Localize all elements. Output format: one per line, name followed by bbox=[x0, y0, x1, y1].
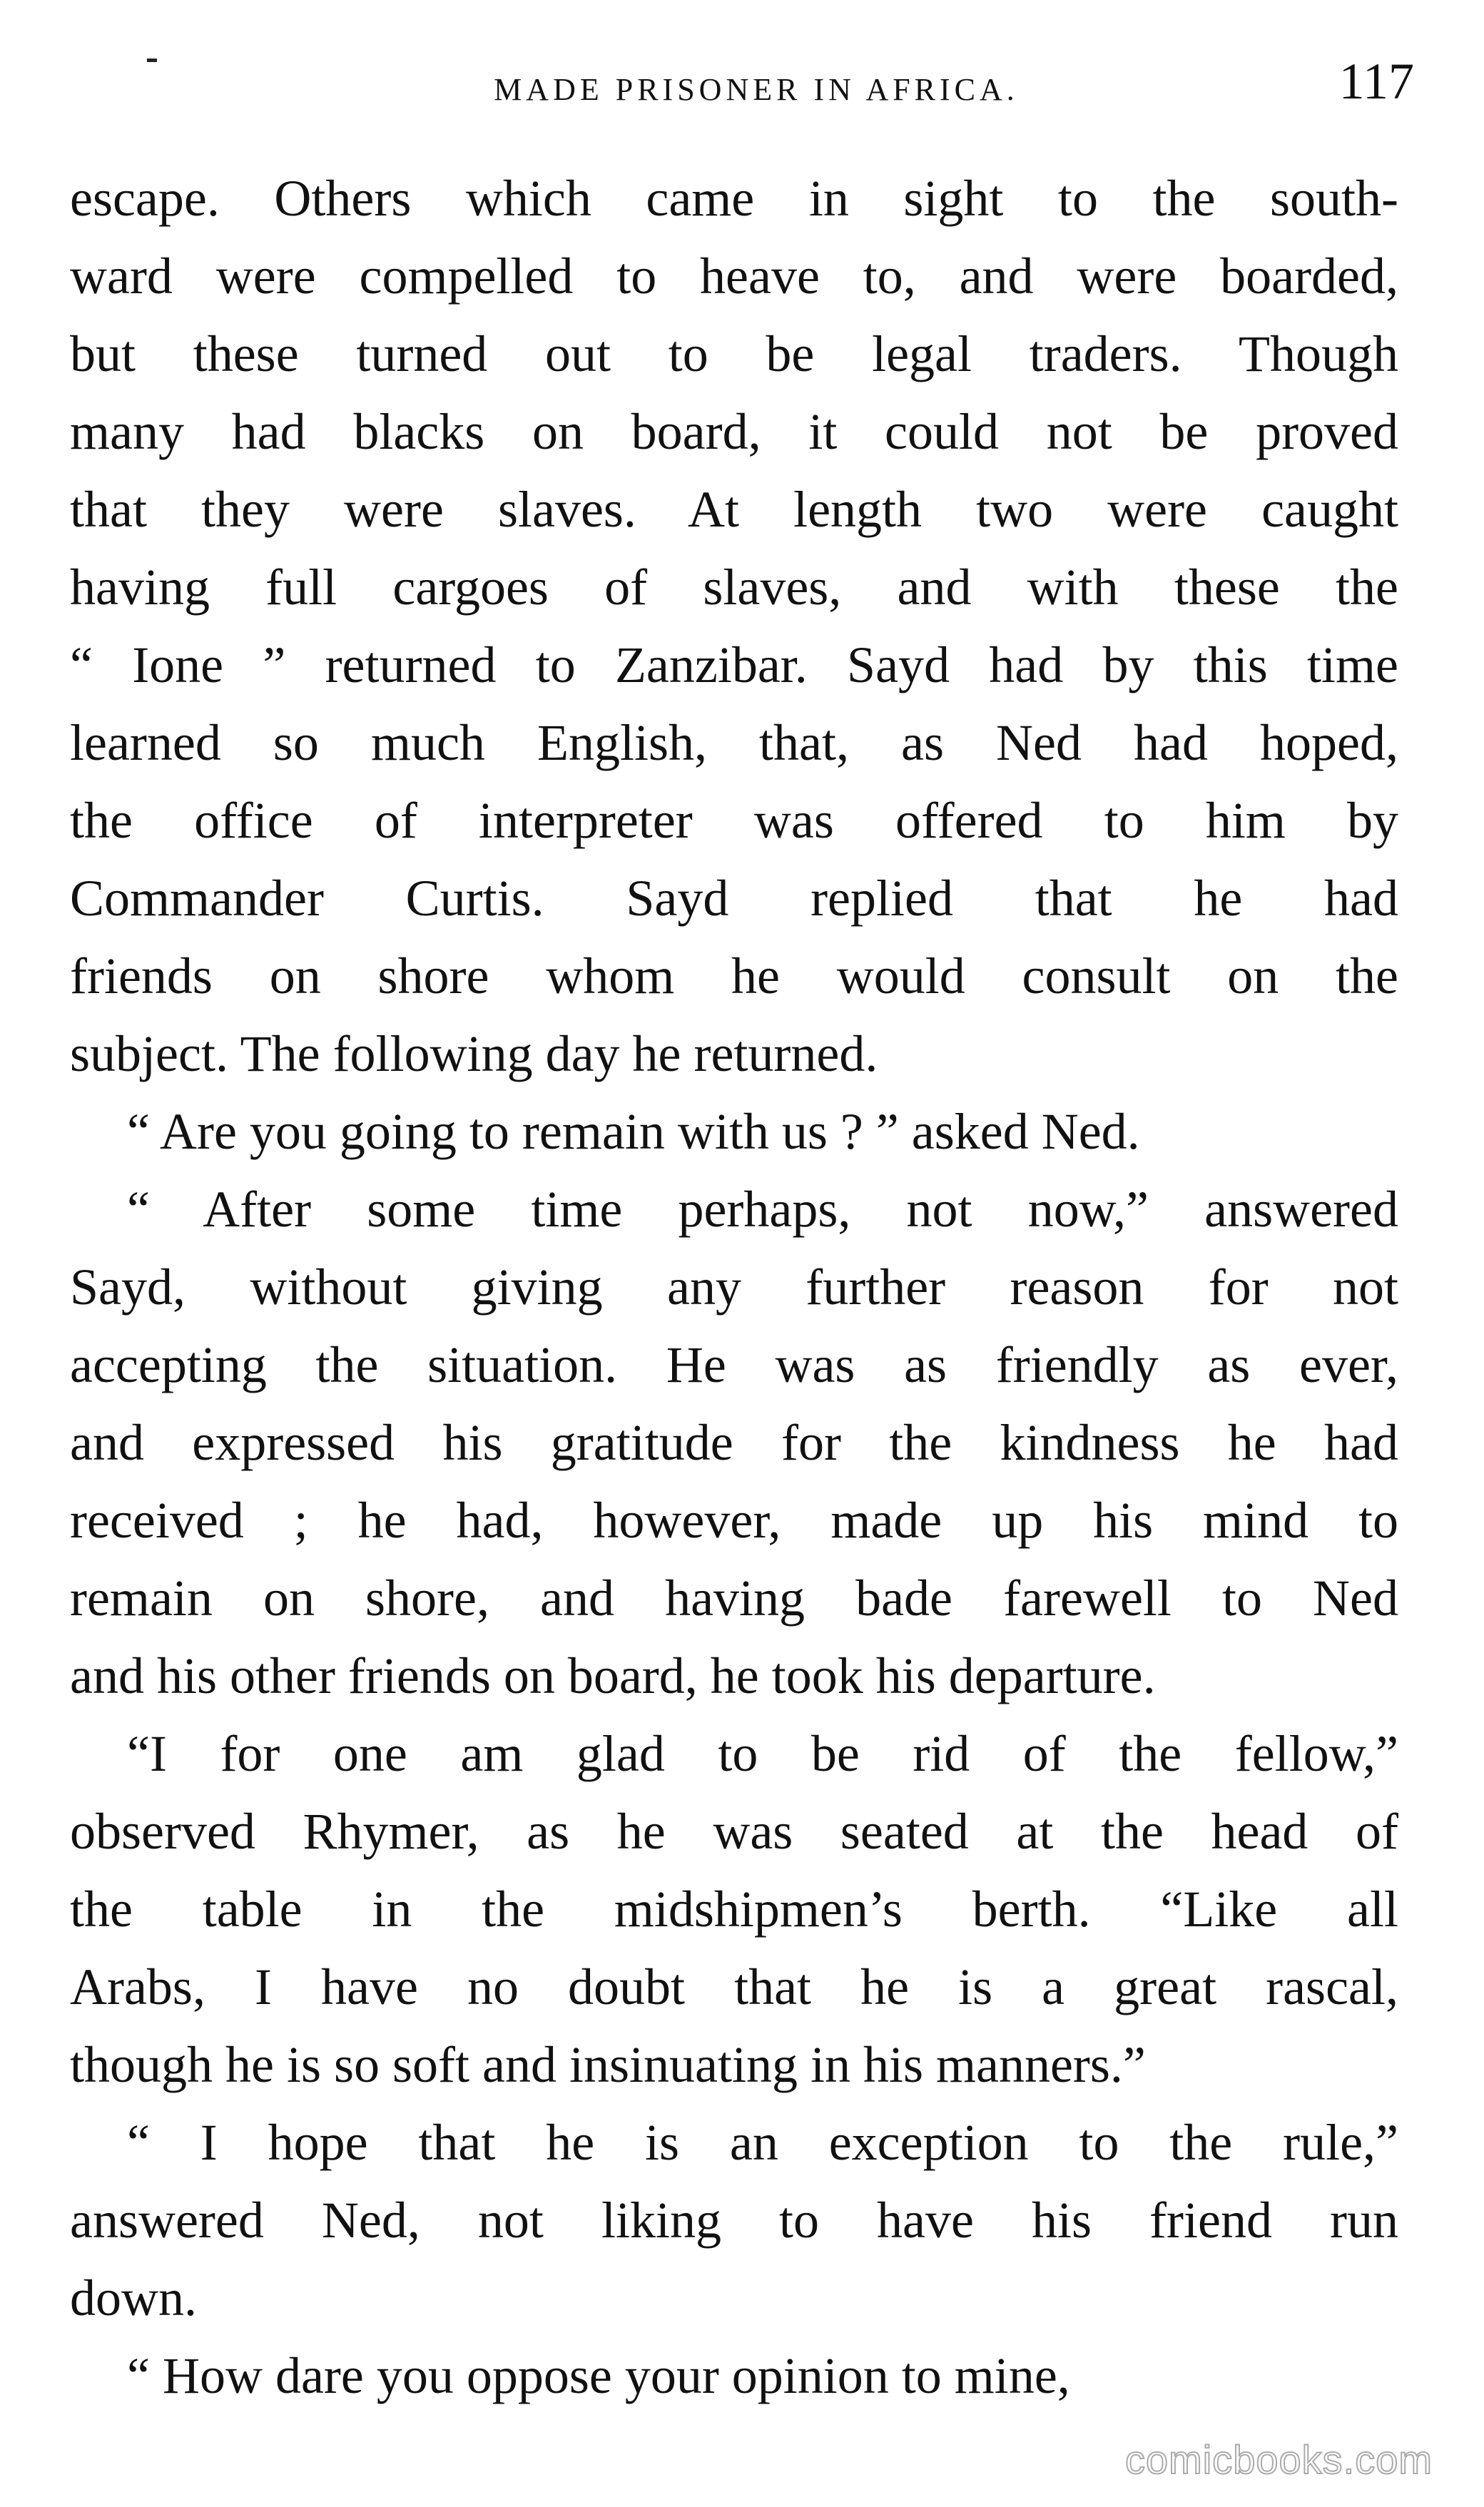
text-line: the office of interpreter was offered to him by bbox=[70, 792, 1398, 849]
watermark: comicbooks.com bbox=[1124, 2437, 1433, 2482]
text-line: but these turned out to be legal traders. Though bbox=[70, 325, 1398, 382]
text-line: accepting the situation. He was as friendly as ever, bbox=[70, 1336, 1398, 1393]
running-head bbox=[70, 53, 1414, 134]
running-title: MADE PRISONER IN AFRICA. bbox=[494, 72, 1019, 107]
text-line: Arabs, I have no doubt that he is a great rascal, bbox=[70, 1958, 1398, 2015]
text-line: ward were compelled to heave to, and were boarded, bbox=[70, 248, 1398, 305]
text-line: that they were slaves. At length two were caught bbox=[70, 481, 1398, 538]
text-line: remain on shore, and having bade farewell to Ned bbox=[70, 1570, 1398, 1627]
body-text bbox=[70, 160, 1398, 2415]
text-line: “ Are you going to remain with us ? ” asked Ned. bbox=[127, 1103, 1140, 1160]
text-line: many had blacks on board, it could not be proved bbox=[70, 403, 1398, 460]
text-line: answered Ned, not liking to have his friend run bbox=[70, 2192, 1398, 2249]
text-line: escape. Others which came in sight to the south- bbox=[70, 170, 1398, 227]
text-line: though he is so soft and insinuating in his manners.” bbox=[70, 2036, 1146, 2093]
text-line: “ After some time perhaps, not now,” answered bbox=[127, 1181, 1398, 1238]
paragraph bbox=[70, 160, 1398, 1093]
text-line: friends on shore whom he would consult on the bbox=[70, 947, 1398, 1005]
text-line: subject. The following day he returned. bbox=[70, 1025, 878, 1082]
text-line: down. bbox=[70, 2269, 197, 2327]
text-line: observed Rhymer, as he was seated at the head of bbox=[70, 1803, 1398, 1860]
paragraph bbox=[70, 1715, 1398, 2104]
text-line: “ Ione ” returned to Zanzibar. Sayd had by this time bbox=[70, 636, 1398, 693]
paragraph bbox=[70, 1171, 1398, 1715]
text-line: and his other friends on board, he took his departure. bbox=[70, 1647, 1156, 1704]
page-number: 117 bbox=[1338, 53, 1414, 110]
text-line: learned so much English, that, as Ned had hoped, bbox=[70, 714, 1398, 771]
text-line: the table in the midshipmen’s berth. “Like all bbox=[70, 1881, 1398, 1938]
text-line: and expressed his gratitude for the kindness he had bbox=[70, 1414, 1398, 1471]
text-line: having full cargoes of slaves, and with these the bbox=[70, 559, 1398, 616]
paragraph bbox=[70, 1093, 1398, 1171]
text-line: received ; he had, however, made up his mind to bbox=[70, 1492, 1398, 1549]
text-line: Commander Curtis. Sayd replied that he had bbox=[70, 870, 1398, 927]
paragraph bbox=[70, 2104, 1398, 2337]
paragraph bbox=[70, 2337, 1398, 2415]
text-line: “ I hope that he is an exception to the rule,” bbox=[127, 2114, 1398, 2171]
header-mark bbox=[147, 59, 157, 62]
text-line: “ How dare you oppose your opinion to mine, bbox=[127, 2347, 1070, 2404]
text-line: Sayd, without giving any further reason for not bbox=[70, 1258, 1398, 1316]
text-line: “I for one am glad to be rid of the fellow,” bbox=[127, 1725, 1398, 1782]
